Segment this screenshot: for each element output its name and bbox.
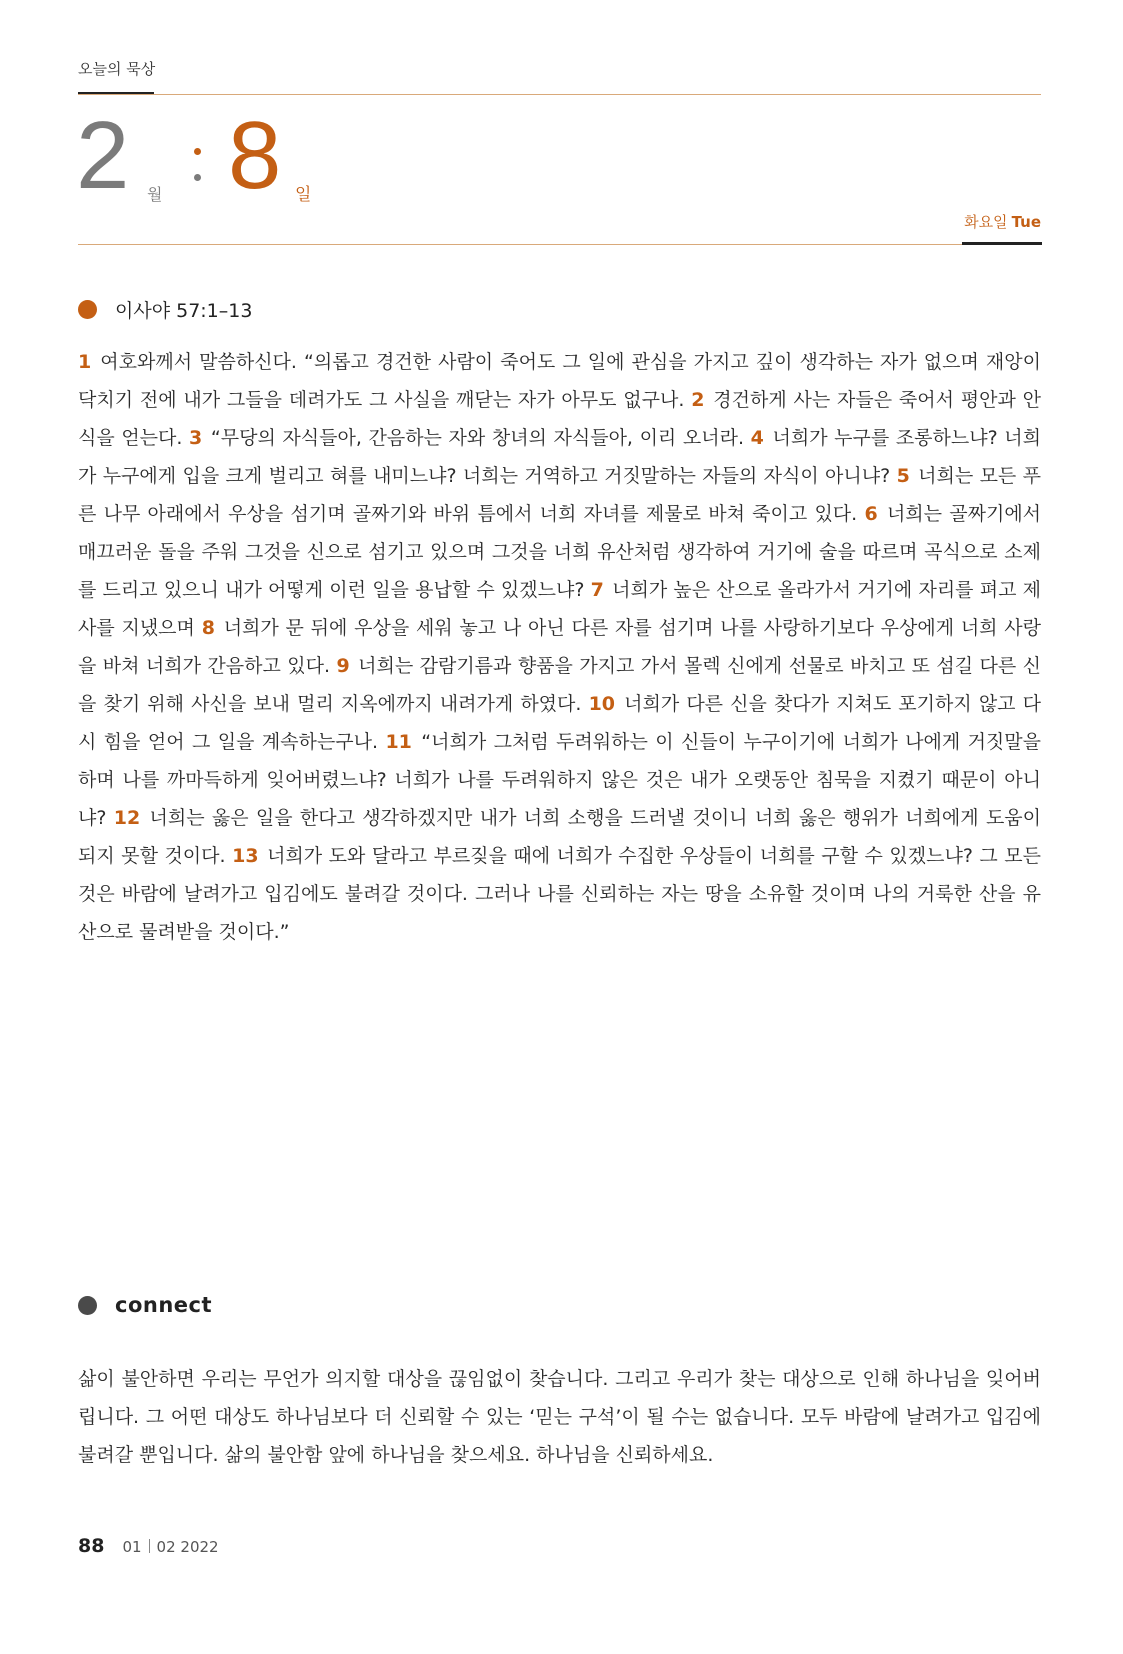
verse-text: 너희가 문 뒤에 우상을 세워 놓고 나 아닌 다른 자를 섬기며 나를 사랑하기보다 우상에게 너희 사랑을 바쳐 너희가 간음하고 있다. xyxy=(78,617,1042,677)
verse-text: “너희가 그처럼 두려워하는 이 신들이 누구이기에 너희가 나에게 거짓말을 하며 나를 까마득하게 잊어버렸느냐? 너희가 나를 두려워하지 않은 것은 내가 오랫동안 침묵을 지켰기 때문이 아니냐? xyxy=(78,731,1041,829)
verse-text: 경건하게 사는 자들은 죽어서 평안과 안식을 얻는다. xyxy=(78,389,1041,449)
header-divider xyxy=(78,94,1041,95)
date-day-unit: 일 xyxy=(295,185,312,205)
date-month: 2 xyxy=(76,102,128,209)
passage-text xyxy=(78,343,1041,951)
verse-number: 13 xyxy=(232,845,259,867)
connect-title: connect xyxy=(115,1293,213,1317)
connect-text: 삶이 불안하면 우리는 무언가 의지할 대상을 끊임없이 찾습니다. 그리고 우리가 찾는 대상으로 인해 하나님을 잊어버립니다. 그 어떤 대상도 하나님보다 더 신뢰할 수 있는 ‘믿는 구석’이 될 수는 없습니다. 모두 바람에 날려가고 입김에 불려갈 뿐입니다. 삶의 불안함 앞에 하나님을 찾으세요. 하나님을 신뢰하세요. xyxy=(78,1368,1041,1466)
page-footer xyxy=(78,1535,219,1557)
passage-reference: 이사야 57:1–13 xyxy=(115,300,253,322)
verse-text: 너희가 누구를 조롱하느냐? 너희가 누구에게 입을 크게 벌리고 혀를 내미느냐? 너희는 거역하고 거짓말하는 자들의 자식이 아니냐? xyxy=(78,427,1042,487)
verse-text: 너희가 도와 달라고 부르짖을 때에 너희가 수집한 우상들이 너희를 구할 수 있겠느냐? 그 모든 것은 바람에 날려가고 입김에도 불려갈 것이다. 그러나 나를 신뢰하는 자는 땅을 소유할 것이며 나의 거룩한 산을 유산으로 물려받을 것이다.” xyxy=(78,845,1042,943)
issue-info xyxy=(122,1538,218,1556)
verse-text: 너희는 골짜기에서 매끄러운 돌을 주워 그것을 신으로 섬기고 있으며 그것을 너희 유산처럼 생각하여 거기에 술을 따르며 곡식으로 소제를 드리고 있으니 내가 어떻게 이런 일을 용납할 수 있겠느냐? xyxy=(78,503,1042,601)
page-number: 88 xyxy=(78,1535,105,1557)
verse-number: 7 xyxy=(590,579,604,601)
verse-text: 너희가 높은 산으로 올라가서 거기에 자리를 펴고 제사를 지냈으며 xyxy=(78,579,1042,639)
date-day: 8 xyxy=(228,102,282,209)
issue-year: 02 2022 xyxy=(156,1538,219,1556)
verse-number: 1 xyxy=(78,351,92,373)
verse-text: 너희는 모든 푸른 나무 아래에서 우상을 섬기며 골짜기와 바위 틈에서 너희 자녀를 제물로 바쳐 죽이고 있다. xyxy=(78,465,1041,525)
issue-months: 01 xyxy=(122,1538,142,1556)
verse-number: 10 xyxy=(588,693,616,715)
verse-number: 8 xyxy=(201,617,215,639)
verse-text: “무당의 자식들아, 간음하는 자와 창녀의 자식들아, 이리 오너라. xyxy=(210,427,744,449)
verse-text: 여호와께서 말씀하신다. “의롭고 경건한 사람이 죽어도 그 일에 관심을 가지고 깊이 생각하는 자가 없으며 재앙이 닥치기 전에 내가 그들을 데려가도 그 사실을 깨닫는 자가 아무도 없구나. xyxy=(78,351,1041,411)
weekday-accent-bar xyxy=(962,242,1042,245)
verse-text: 너희가 다른 신을 찾다가 지쳐도 포기하지 않고 다시 힘을 얻어 그 일을 계속하는구나. xyxy=(78,693,1042,753)
verse-number: 11 xyxy=(385,731,412,753)
weekday xyxy=(964,211,1041,232)
verse-number: 12 xyxy=(113,807,141,829)
verse-number: 5 xyxy=(896,465,910,487)
section-label: 오늘의 묵상 xyxy=(78,60,156,78)
passage-heading xyxy=(78,296,252,323)
verse-text: 너희는 감람기름과 향품을 가지고 가서 몰렉 신에게 선물로 바치고 또 섬길 다른 신을 찾기 위해 사신을 보내 멀리 지옥에까지 내려가게 하였다. xyxy=(78,655,1041,715)
date-month-unit: 월 xyxy=(147,185,163,204)
verse-number: 4 xyxy=(750,427,764,449)
verse-number: 6 xyxy=(864,503,878,525)
weekday-korean: 화요일 xyxy=(964,213,1008,231)
date-divider xyxy=(78,244,1041,245)
verse-number: 2 xyxy=(691,389,705,411)
bullet-icon xyxy=(78,300,97,319)
weekday-english: Tue xyxy=(1011,213,1041,231)
verse-text: 너희는 옳은 일을 한다고 생각하겠지만 내가 너희 소행을 드러낼 것이니 너희 옳은 행위가 너희에게 도움이 되지 못할 것이다. xyxy=(78,807,1042,867)
bullet-icon xyxy=(78,1296,97,1315)
verse-number: 9 xyxy=(336,655,350,677)
connect-heading xyxy=(78,1293,212,1317)
verse-number: 3 xyxy=(189,427,203,449)
